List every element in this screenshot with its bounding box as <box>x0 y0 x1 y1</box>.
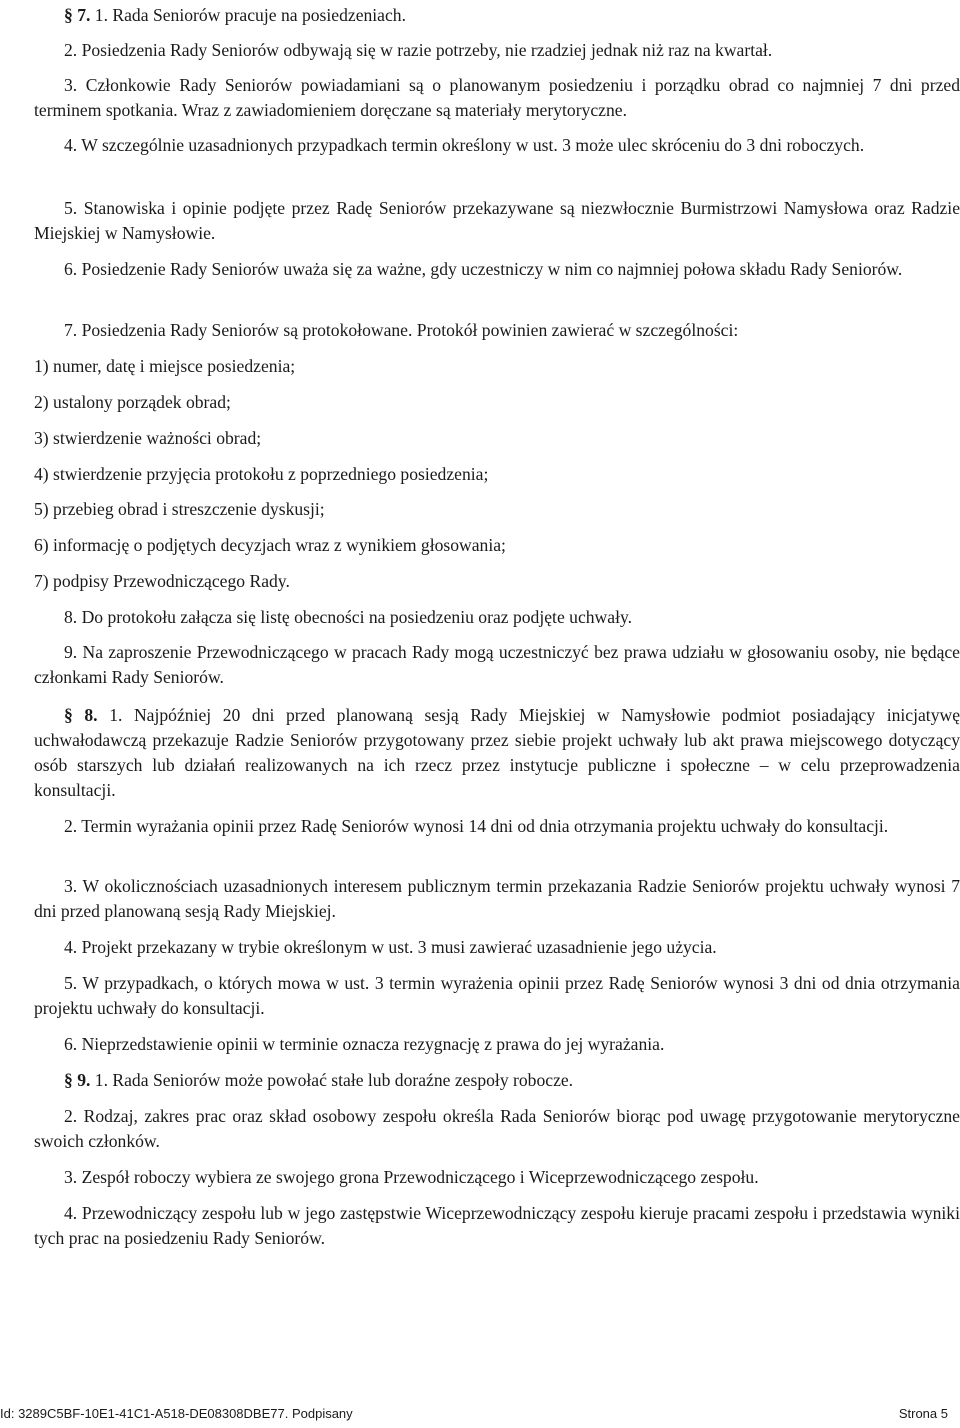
s7-list-item-5: 5) przebieg obrad i streszczenie dyskusji; <box>34 499 325 519</box>
s8-item-6: 6. Nieprzedstawienie opinii w terminie oznacza rezygnację z prawa do jej wyrażania. <box>64 1034 665 1054</box>
s8-item-1-text: 1. Najpóźniej 20 dni przed planowaną sesją Rady Miejskiej w Namysłowie podmiot posiadający inicjatywę uchwałodawczą przekazuje Radzie Seniorów przygotowany przez siebie projekt uchwały lub akt prawa miejscowego dotyczący osób starszych lub działań realizowanych na ich rzecz przez instytucje publiczne i społeczne – w celu przeprowadzenia konsultacji. <box>34 705 960 800</box>
paragraph-sign: § 7. <box>64 5 91 25</box>
s7-list-item-2: 2) ustalony porządek obrad; <box>34 392 231 412</box>
s7-item-5: 5. Stanowiska i opinie podjęte przez Radę Seniorów przekazywane są niezwłocznie Burmistrzowi Namysłowa oraz Radzie Miejskiej w Namysłowie. <box>34 198 960 243</box>
s7-list-item-1: 1) numer, datę i miejsce posiedzenia; <box>34 356 296 376</box>
s7-list-item-7: 7) podpisy Przewodniczącego Rady. <box>34 571 290 591</box>
s7-item-4: 4. W szczególnie uzasadnionych przypadkach termin określony w ust. 3 może ulec skróceniu do 3 dni roboczych. <box>64 135 865 155</box>
s9-item-1-text: 1. Rada Seniorów może powołać stałe lub doraźne zespoły robocze. <box>94 1070 574 1090</box>
s7-list-item-4: 4) stwierdzenie przyjęcia protokołu z poprzedniego posiedzenia; <box>34 464 489 484</box>
s9-item-3: 3. Zespół roboczy wybiera ze swojego grona Przewodniczącego i Wiceprzewodniczącego zespołu. <box>64 1167 759 1187</box>
page-footer <box>0 1406 948 1421</box>
s9-item-2: 2. Rodzaj, zakres prac oraz skład osobowy zespołu określa Rada Seniorów biorąc pod uwagę przygotowanie merytoryczne swoich członków. <box>34 1106 960 1151</box>
s7-list-item-6: 6) informację o podjętych decyzjach wraz z wynikiem głosowania; <box>34 535 506 555</box>
s9-item-1 <box>34 1068 960 1093</box>
paragraph-sign: § 9. <box>64 1070 91 1090</box>
page-number: Strona 5 <box>898 1406 948 1421</box>
s7-item-2: 2. Posiedzenia Rady Seniorów odbywają się w razie potrzeby, nie rzadziej jednak niż raz na kwartał. <box>64 40 773 60</box>
document-id: Id: 3289C5BF-10E1-41C1-A518-DE08308DBE77. Podpisany <box>0 1406 353 1421</box>
s8-item-1 <box>34 703 960 803</box>
s7-item-6: 6. Posiedzenie Rady Seniorów uważa się za ważne, gdy uczestniczy w nim co najmniej połowa składu Rady Seniorów. <box>64 259 903 279</box>
paragraph-sign: § 8. <box>64 705 98 725</box>
s7-item-1-text: 1. Rada Seniorów pracuje na posiedzeniach. <box>94 5 406 25</box>
s9-item-4: 4. Przewodniczący zespołu lub w jego zastępstwie Wiceprzewodniczący zespołu kieruje pracami zespołu i przedstawia wyniki tych prac na posiedzeniu Rady Seniorów. <box>34 1203 960 1248</box>
s8-item-2: 2. Termin wyrażania opinii przez Radę Seniorów wynosi 14 dni od dnia otrzymania projektu uchwały do konsultacji. <box>64 816 889 836</box>
s7-list-item-3: 3) stwierdzenie ważności obrad; <box>34 428 262 448</box>
s7-item-9: 9. Na zaproszenie Przewodniczącego w pracach Rady mogą uczestniczyć bez prawa udziału w głosowaniu osoby, nie będące członkami Rady Seniorów. <box>34 642 960 687</box>
s7-item-3: 3. Członkowie Rady Seniorów powiadamiani są o planowanym posiedzeniu i porządku obrad co najmniej 7 dni przed terminem spotkania. Wraz z zawiadomieniem doręczane są materiały merytoryczne. <box>34 75 960 120</box>
s8-item-5: 5. W przypadkach, o których mowa w ust. 3 termin wyrażenia opinii przez Radę Seniorów wynosi 3 dni od dnia otrzymania projektu uchwały do konsultacji. <box>34 973 960 1018</box>
s7-item-1 <box>34 3 960 28</box>
s7-item-8: 8. Do protokołu załącza się listę obecności na posiedzeniu oraz podjęte uchwały. <box>64 607 633 627</box>
s8-item-3: 3. W okolicznościach uzasadnionych interesem publicznym termin przekazania Radzie Seniorów projektu uchwały wynosi 7 dni przed planowaną sesją Rady Miejskiej. <box>34 876 960 921</box>
s8-item-4: 4. Projekt przekazany w trybie określonym w ust. 3 musi zawierać uzasadnienie jego użycia. <box>64 937 717 957</box>
s7-item-7: 7. Posiedzenia Rady Seniorów są protokołowane. Protokół powinien zawierać w szczególności: <box>64 320 739 340</box>
